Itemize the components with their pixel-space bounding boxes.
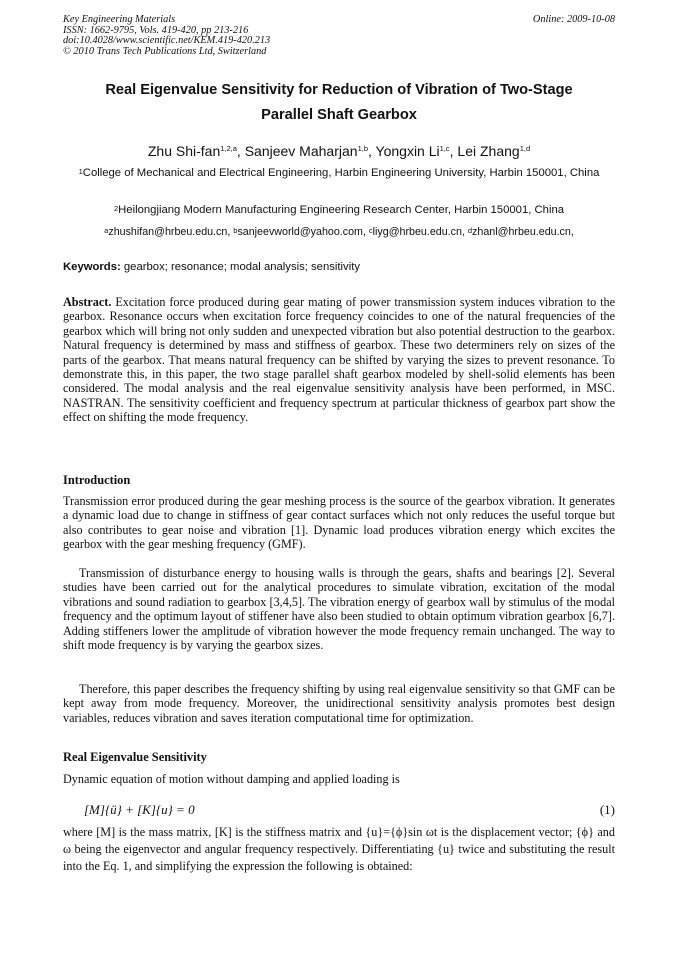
email: liyg@hrbeu.edu.cn,	[372, 226, 468, 238]
real-eigenvalue-paragraph-2: where [M] is the mass matrix, [K] is the stiffness matrix and {u}={ϕ}sin ωt is the displacement vector; {ϕ} and ω being the eigenvector and angular frequency respectively. Differentiating {u} twice and substituting the result into the Eq. 1, and simplifying the expression the following is obtained:	[63, 825, 615, 873]
paper-title-line1: Real Eigenvalue Sensitivity for Reduction of Vibration of Two-Stage	[105, 82, 573, 98]
affiliation-2	[63, 203, 615, 218]
affiliation-mark: 1	[78, 167, 83, 176]
author-mark: 1,d	[519, 144, 531, 153]
author-separator: ,	[449, 143, 458, 159]
author-name: Lei Zhang	[457, 143, 520, 159]
equation-number: (1)	[599, 802, 615, 817]
author	[457, 143, 530, 159]
equation-1	[84, 799, 615, 821]
author	[376, 143, 458, 159]
affiliation-mark: 2	[113, 204, 119, 213]
abstract-label: Abstract.	[63, 295, 112, 309]
author	[245, 143, 376, 159]
paper-title	[63, 78, 615, 128]
keywords	[63, 260, 615, 275]
author-name: Zhu Shi-fan	[147, 143, 221, 159]
email-mark: d	[467, 226, 473, 235]
affiliation-text: College of Mechanical and Electrical Engineering, Harbin Engineering University, Harbin 150001, China	[82, 167, 600, 179]
email: zhushifan@hrbeu.edu.cn,	[108, 226, 234, 238]
journal-header	[63, 15, 270, 57]
abstract-text: Excitation force produced during gear mating of power transmission system induces vibration to the gearbox. Resonance occurs when excitation force frequency coincides to one of the natural frequencies of the gearbox which will bring not only sudden and unexpected vibration but also potential destruction to the gearbox. Natural frequency is determined by mass and stiffness of gearbox. These two determiners rely on sizes of the parts of the gearbox. That means natural frequency can be shifted by varying the sizes to prevent resonance. To demonstrate this, in this paper, the two stage parallel shaft gearbox modeled by shell-solid elements has been considered. The modal analysis and the real eigenvalue sensitivity analysis have been performed, in MSC. NASTRAN. The sensitivity coefficient and frequency spectrum at particular thickness of gearbox part show the effect on shifting the mode frequency.	[63, 295, 615, 425]
author-mark: 1,2,a	[220, 144, 237, 153]
email-mark: a	[104, 226, 109, 235]
keywords-label: Keywords:	[63, 261, 121, 273]
abstract	[63, 295, 615, 425]
author-name: Yongxin Li	[375, 143, 440, 159]
journal-copyright: © 2010 Trans Tech Publications Ltd, Switzerland	[63, 45, 267, 57]
email-list	[63, 225, 615, 240]
equation-text: [M]{ü} + [K]{u} = 0	[84, 802, 195, 817]
email: sanjeevworld@yahoo.com,	[237, 226, 369, 238]
introduction-heading: Introduction	[63, 473, 131, 487]
paper-title-line2: Parallel Shaft Gearbox	[261, 107, 417, 123]
author-mark: 1,b	[357, 144, 368, 153]
journal-name: Key Engineering Materials	[63, 14, 176, 25]
real-eigenvalue-paragraph-1: Dynamic equation of motion without damping and applied loading is	[63, 772, 400, 786]
affiliation-text: Heilongjiang Modern Manufacturing Engineering Research Center, Harbin 150001, China	[118, 204, 565, 216]
author-separator: ,	[236, 143, 245, 159]
email-mark: c	[368, 226, 373, 235]
introduction-paragraph-2: Transmission of disturbance energy to housing walls is through the gears, shafts and bearings [2]. Several studies have been carried out for the analytical procedures to simulate vibration, excitation of the modal vibrations and sound radiation to gearbox [3,4,5]. The vibration energy of gearbox wall by stimulus of the modal frequency and the optimum layout of stiffener have also been studied to obtain optimum vibration gearbox [6,7]. Adding stiffeners lower the amplitude of vibration however the mode frequency remain unchanged. The way to shift mode frequency is by varying the gearbox sizes.	[63, 566, 615, 653]
author-separator: ,	[368, 143, 376, 159]
real-eigenvalue-heading: Real Eigenvalue Sensitivity	[63, 750, 207, 764]
email-mark: b	[233, 226, 238, 235]
online-date: Online: 2009-10-08	[532, 14, 615, 25]
introduction-paragraph-1: Transmission error produced during the gear meshing process is the source of the gearbox vibration. It generates a dynamic load due to change in stiffness of gear contact surfaces which not only reduces the useful torque but also contributes to gear noise and vibration [1]. Dynamic load produces vibration energy which excites the gearbox with the gear meshing frequency (GMF).	[63, 494, 615, 552]
author-mark: 1,c	[439, 144, 450, 153]
author	[148, 143, 245, 159]
keywords-text: gearbox; resonance; modal analysis; sensitivity	[120, 261, 361, 273]
affiliation-1	[63, 166, 615, 181]
email: zhanl@hrbeu.edu.cn,	[472, 226, 574, 238]
author-name: Sanjeev Maharjan	[244, 143, 358, 159]
journal-doi: doi:10.4028/www.scientific.net/KEM.419-420.213	[63, 35, 271, 46]
journal-issn: ISSN: 1662-9795, Vols. 419-420, pp 213-216	[63, 24, 249, 36]
author-list	[63, 142, 615, 160]
introduction-paragraph-3: Therefore, this paper describes the frequency shifting by using real eigenvalue sensitivity so that GMF can be kept away from mode frequency. Moreover, the unidirectional sensitivity analysis promotes best design variables, reduces vibration and saves iteration computational time for optimization.	[63, 682, 615, 725]
